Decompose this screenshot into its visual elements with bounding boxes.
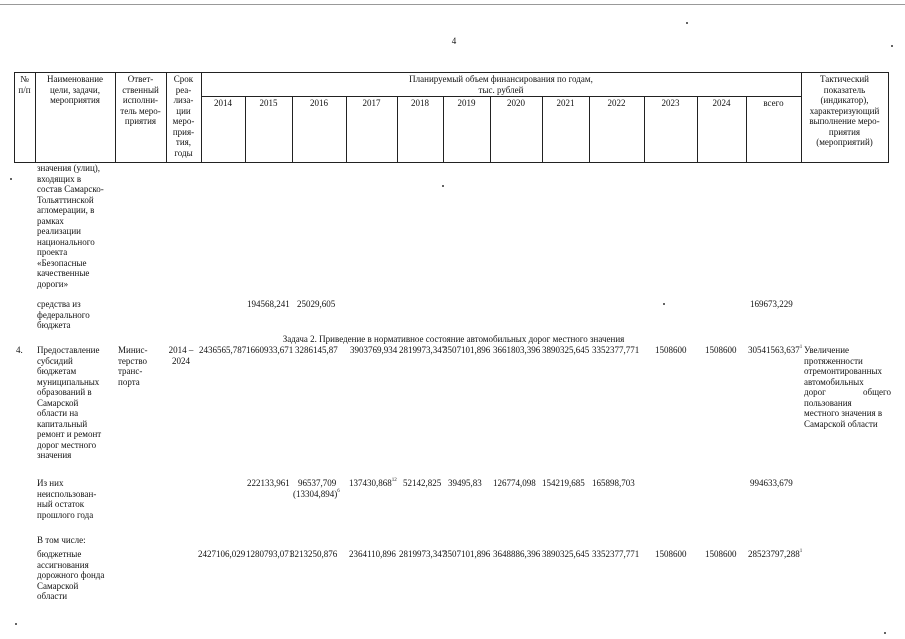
remainder-2019: 39495,83 (448, 478, 482, 488)
item4-2021: 3890325,645 (542, 345, 590, 355)
federal-total: 169673,229 (750, 299, 793, 309)
remainder-label: Из них неиспользован- ный остаток прошлого года (37, 478, 97, 520)
scan-speck (686, 22, 688, 24)
scan-speck (663, 303, 665, 305)
year-header: 2018 (411, 98, 429, 108)
table-top-border (14, 72, 888, 73)
header-responsible: Ответ- ственный исполни- тель меро- приятия (120, 74, 161, 126)
budget-2018: 2819973,347 (399, 549, 447, 559)
header-term: Срок реа- лиза- ции меро- прия- тия, годы (172, 74, 195, 158)
item4-number: 4. (16, 345, 23, 355)
year-header: 2014 (214, 98, 232, 108)
year-header: 2020 (507, 98, 525, 108)
remainder-2016-paren (293, 489, 340, 500)
year-header: 2022 (607, 98, 626, 108)
footnote-mark: 1 (799, 549, 803, 554)
year-header: 2017 (362, 98, 381, 108)
item4-name: Предоставление субсидий бюджетам муниципальных образований в Самарской области на капитальный ремонт и ремонт дорог местного значения (37, 345, 102, 460)
budget-2017: 2364110,896 (349, 549, 396, 559)
task2-title: Задача 2. Приведение в нормативное состояние автомобильных дорог местного значения (282, 334, 625, 344)
remainder-2016: 96537,709 (298, 478, 337, 488)
remainder-2016-paren-value: (13304,894) (293, 489, 338, 499)
header-name: Наименование цели, задачи, мероприятия (46, 74, 104, 105)
years-row-border (201, 96, 801, 97)
remainder-2017-value: 137430,868 (349, 478, 392, 488)
scan-speck (10, 178, 12, 180)
remainder-2017 (349, 478, 397, 489)
col-border (888, 72, 889, 163)
budget-2019: 3507101,896 (443, 549, 491, 559)
budget-2023: 1508600 (655, 549, 687, 559)
budget-2016: 3213250,876 (290, 549, 338, 559)
federal-2016: 25029,605 (297, 299, 336, 309)
item4-indicator-tail: пользования местного значения в Самарской области (804, 397, 883, 429)
top-scan-line (0, 4, 905, 5)
footnote-mark: 12 (391, 478, 397, 483)
year-header: 2024 (712, 98, 731, 108)
item4-indicator-justified-line (804, 387, 891, 398)
item4-2016: 3286145,87 (295, 345, 338, 355)
item4-2019: 3507101,896 (443, 345, 491, 355)
scan-speck (15, 623, 17, 625)
page-number: 4 (451, 36, 457, 46)
item4-responsible: Минис- терство транс- порта (118, 345, 148, 387)
item4-term: 2014 – 2024 (168, 345, 194, 366)
budget-2022: 3352377,771 (592, 549, 640, 559)
including-label: В том числе: (37, 535, 86, 545)
indicator-word: общего (863, 387, 891, 397)
item4-total (748, 345, 802, 356)
budget-2021: 3890325,645 (542, 549, 590, 559)
item4-total-value: 30541563,637 (748, 345, 800, 355)
item4-indicator-rest: протяженности отремонтированных автомобильных (804, 355, 882, 387)
budget-2020: 3648886,396 (493, 549, 541, 559)
header-indicator: Тактический показатель (индикатор), характеризующий выполнение меро- приятия (мероприятий) (809, 74, 880, 147)
footnote-mark: 1 (799, 345, 803, 350)
budget-total-value: 28523797,288 (748, 549, 800, 559)
year-header: 2023 (661, 98, 680, 108)
remainder-2015: 222133,961 (247, 478, 290, 488)
remainder-2021: 154219,685 (542, 478, 585, 488)
federal-2015: 194568,241 (247, 299, 290, 309)
item4-indicator-line1: Увеличение (804, 345, 850, 355)
year-header: 2015 (259, 98, 278, 108)
item4-2024: 1508600 (705, 345, 737, 355)
federal-funds-label: средства из федерального бюджета (37, 299, 90, 330)
item4-2017: 3903769,934 (350, 345, 398, 355)
continued-item-text: значения (улиц), входящих в состав Самарско- Тольяттинской агломерации, в рамках реализации национального проекта «Безопасные качественные дороги» (37, 163, 104, 289)
scan-speck (884, 632, 886, 634)
item4-2015: 1660933,671 (246, 345, 294, 355)
item4-2023: 1508600 (655, 345, 687, 355)
remainder-2018: 52142,825 (403, 478, 442, 488)
item4-2018: 2819973,347 (399, 345, 447, 355)
header-financing: Планируемый объем финансирования по годам, тыс. рублей (409, 74, 593, 95)
year-header: 2016 (310, 98, 328, 108)
year-header: 2019 (457, 98, 476, 108)
indicator-word: дорог (804, 387, 826, 397)
item4-2014: 2436565,787 (199, 345, 247, 355)
header-bottom-border (14, 162, 888, 163)
footnote-mark: 6 (337, 489, 340, 494)
scan-speck (442, 185, 444, 187)
year-header: всего (763, 98, 784, 108)
remainder-2020: 126774,098 (493, 478, 536, 488)
remainder-2022: 165898,703 (592, 478, 635, 488)
budget-2015: 1280793,071 (246, 549, 294, 559)
budget-2014: 2427106,029 (198, 549, 246, 559)
scan-speck (891, 45, 893, 47)
header-num: № п/п (18, 74, 31, 95)
remainder-total: 994633,679 (750, 478, 793, 488)
budget-2024: 1508600 (705, 549, 737, 559)
budget-label: бюджетные ассигнования дорожного фонда Самарской области (37, 549, 105, 601)
item4-2020: 3661803,396 (493, 345, 541, 355)
budget-total (748, 549, 802, 560)
item4-2022: 3352377,771 (592, 345, 640, 355)
year-header: 2021 (556, 98, 575, 108)
